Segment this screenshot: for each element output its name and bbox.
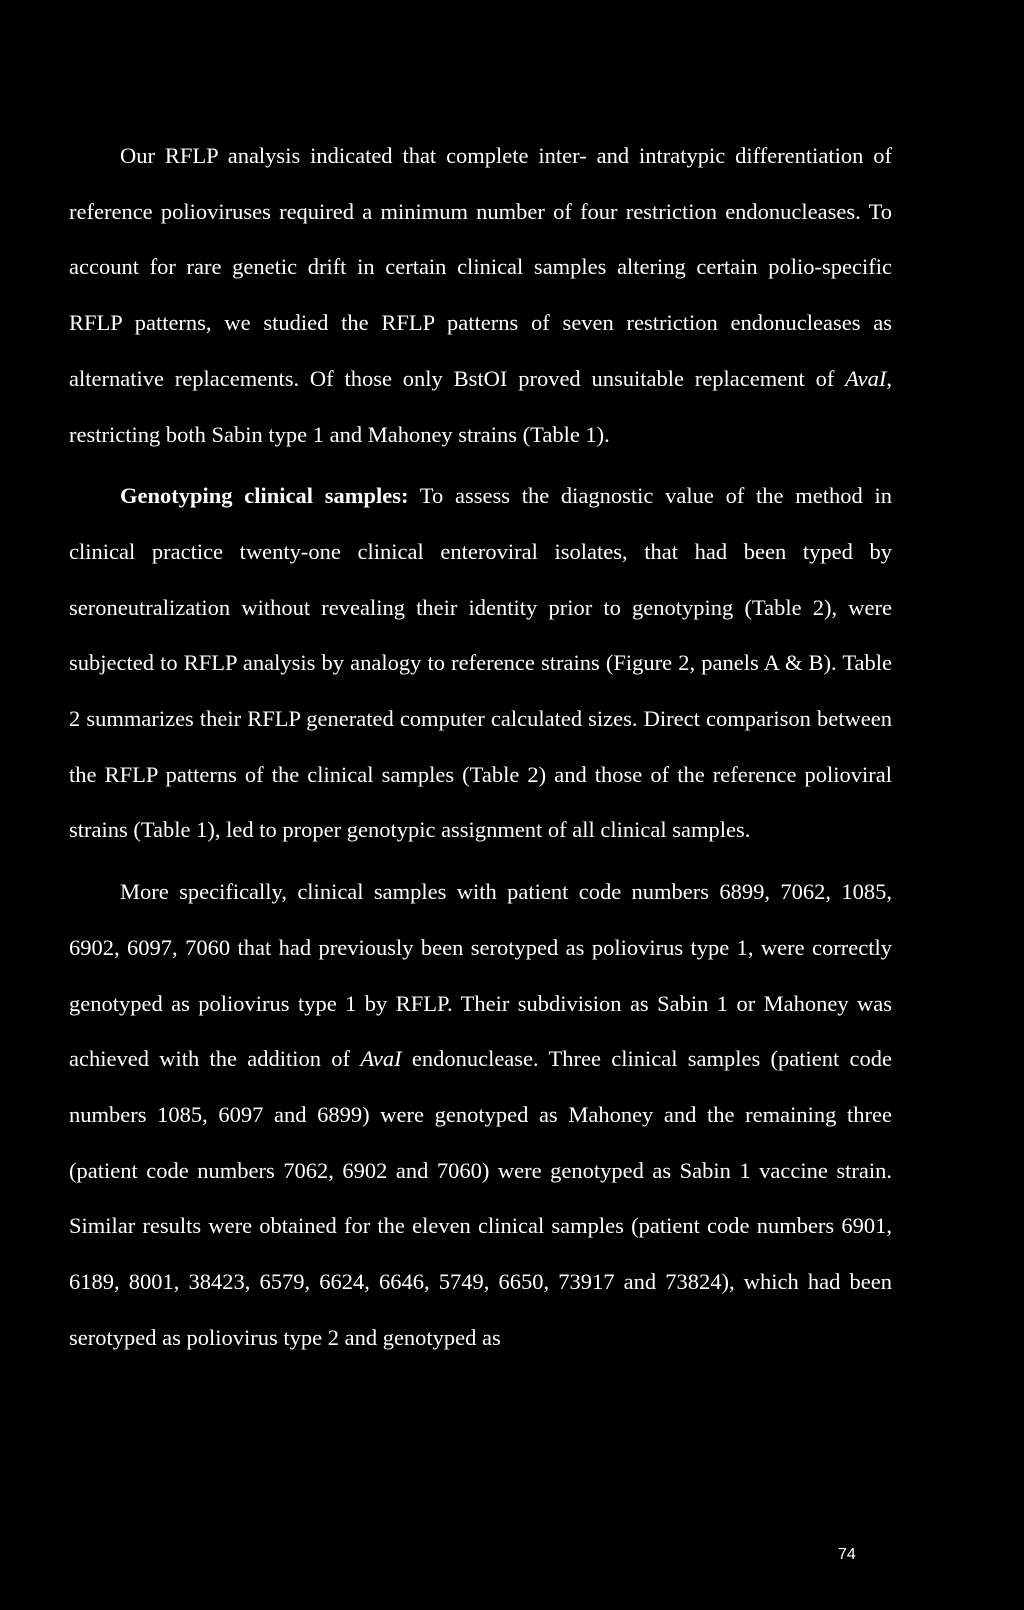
paragraph-text: To assess the diagnostic value of the method in clinical practice twenty-one clinical enteroviral isolates, that had been typed by seroneutralization without revealing their identity prior to genotyping (Table 2), were subjected to RFLP analysis by analogy to reference strains (Figure 2, panels A & B). Table 2 summarizes their RFLP generated computer calculated sizes. Direct comparison between the RFLP patterns of the clinical samples (Table 2) and those of the reference polioviral strains (Table 1), led to proper genotypic assignment of all clinical samples.: [69, 483, 892, 843]
paragraph-genotyping-clinical-samples: [69, 468, 892, 858]
enzyme-name-avai: AvaI: [360, 1046, 402, 1072]
paragraph-rflp-analysis: [69, 128, 892, 462]
paragraph-more-specifically: [69, 864, 892, 1365]
page-body: [69, 128, 892, 1365]
paragraph-text: , restricting both Sabin type 1 and Mahoney strains (Table 1).: [69, 365, 892, 447]
section-heading: Genotyping clinical samples:: [120, 483, 409, 509]
enzyme-name-avai: AvaI: [845, 365, 887, 391]
paragraph-text: Our RFLP analysis indicated that complete inter- and intratypic differentiation of reference polioviruses required a minimum number of four restriction endonucleases. To account for rare genetic drift in certain clinical samples altering certain polio-specific RFLP patterns, we studied the RFLP patterns of seven restriction endonucleases as alternative replacements. Of those only BstOI proved unsuitable replacement of: [69, 143, 892, 391]
page-number: 74: [838, 1546, 856, 1563]
paragraph-text: More specifically, clinical samples with patient code numbers 6899, 7062, 1085, 6902, 6097, 7060 that had previously been serotyped as poliovirus type 1, were correctly genotyped as poliovirus type 1 by RFLP. Their subdivision as Sabin 1 or Mahoney was achieved with the addition of: [69, 879, 892, 1072]
paragraph-text: endonuclease. Three clinical samples (patient code numbers 1085, 6097 and 6899) were genotyped as Mahoney and the remaining three (patient code numbers 7062, 6902 and 7060) were genotyped as Sabin 1 vaccine strain. Similar results were obtained for the eleven clinical samples (patient code numbers 6901, 6189, 8001, 38423, 6579, 6624, 6646, 5749, 6650, 73917 and 73824), which had been serotyped as poliovirus type 2 and genotyped as: [69, 1046, 893, 1350]
